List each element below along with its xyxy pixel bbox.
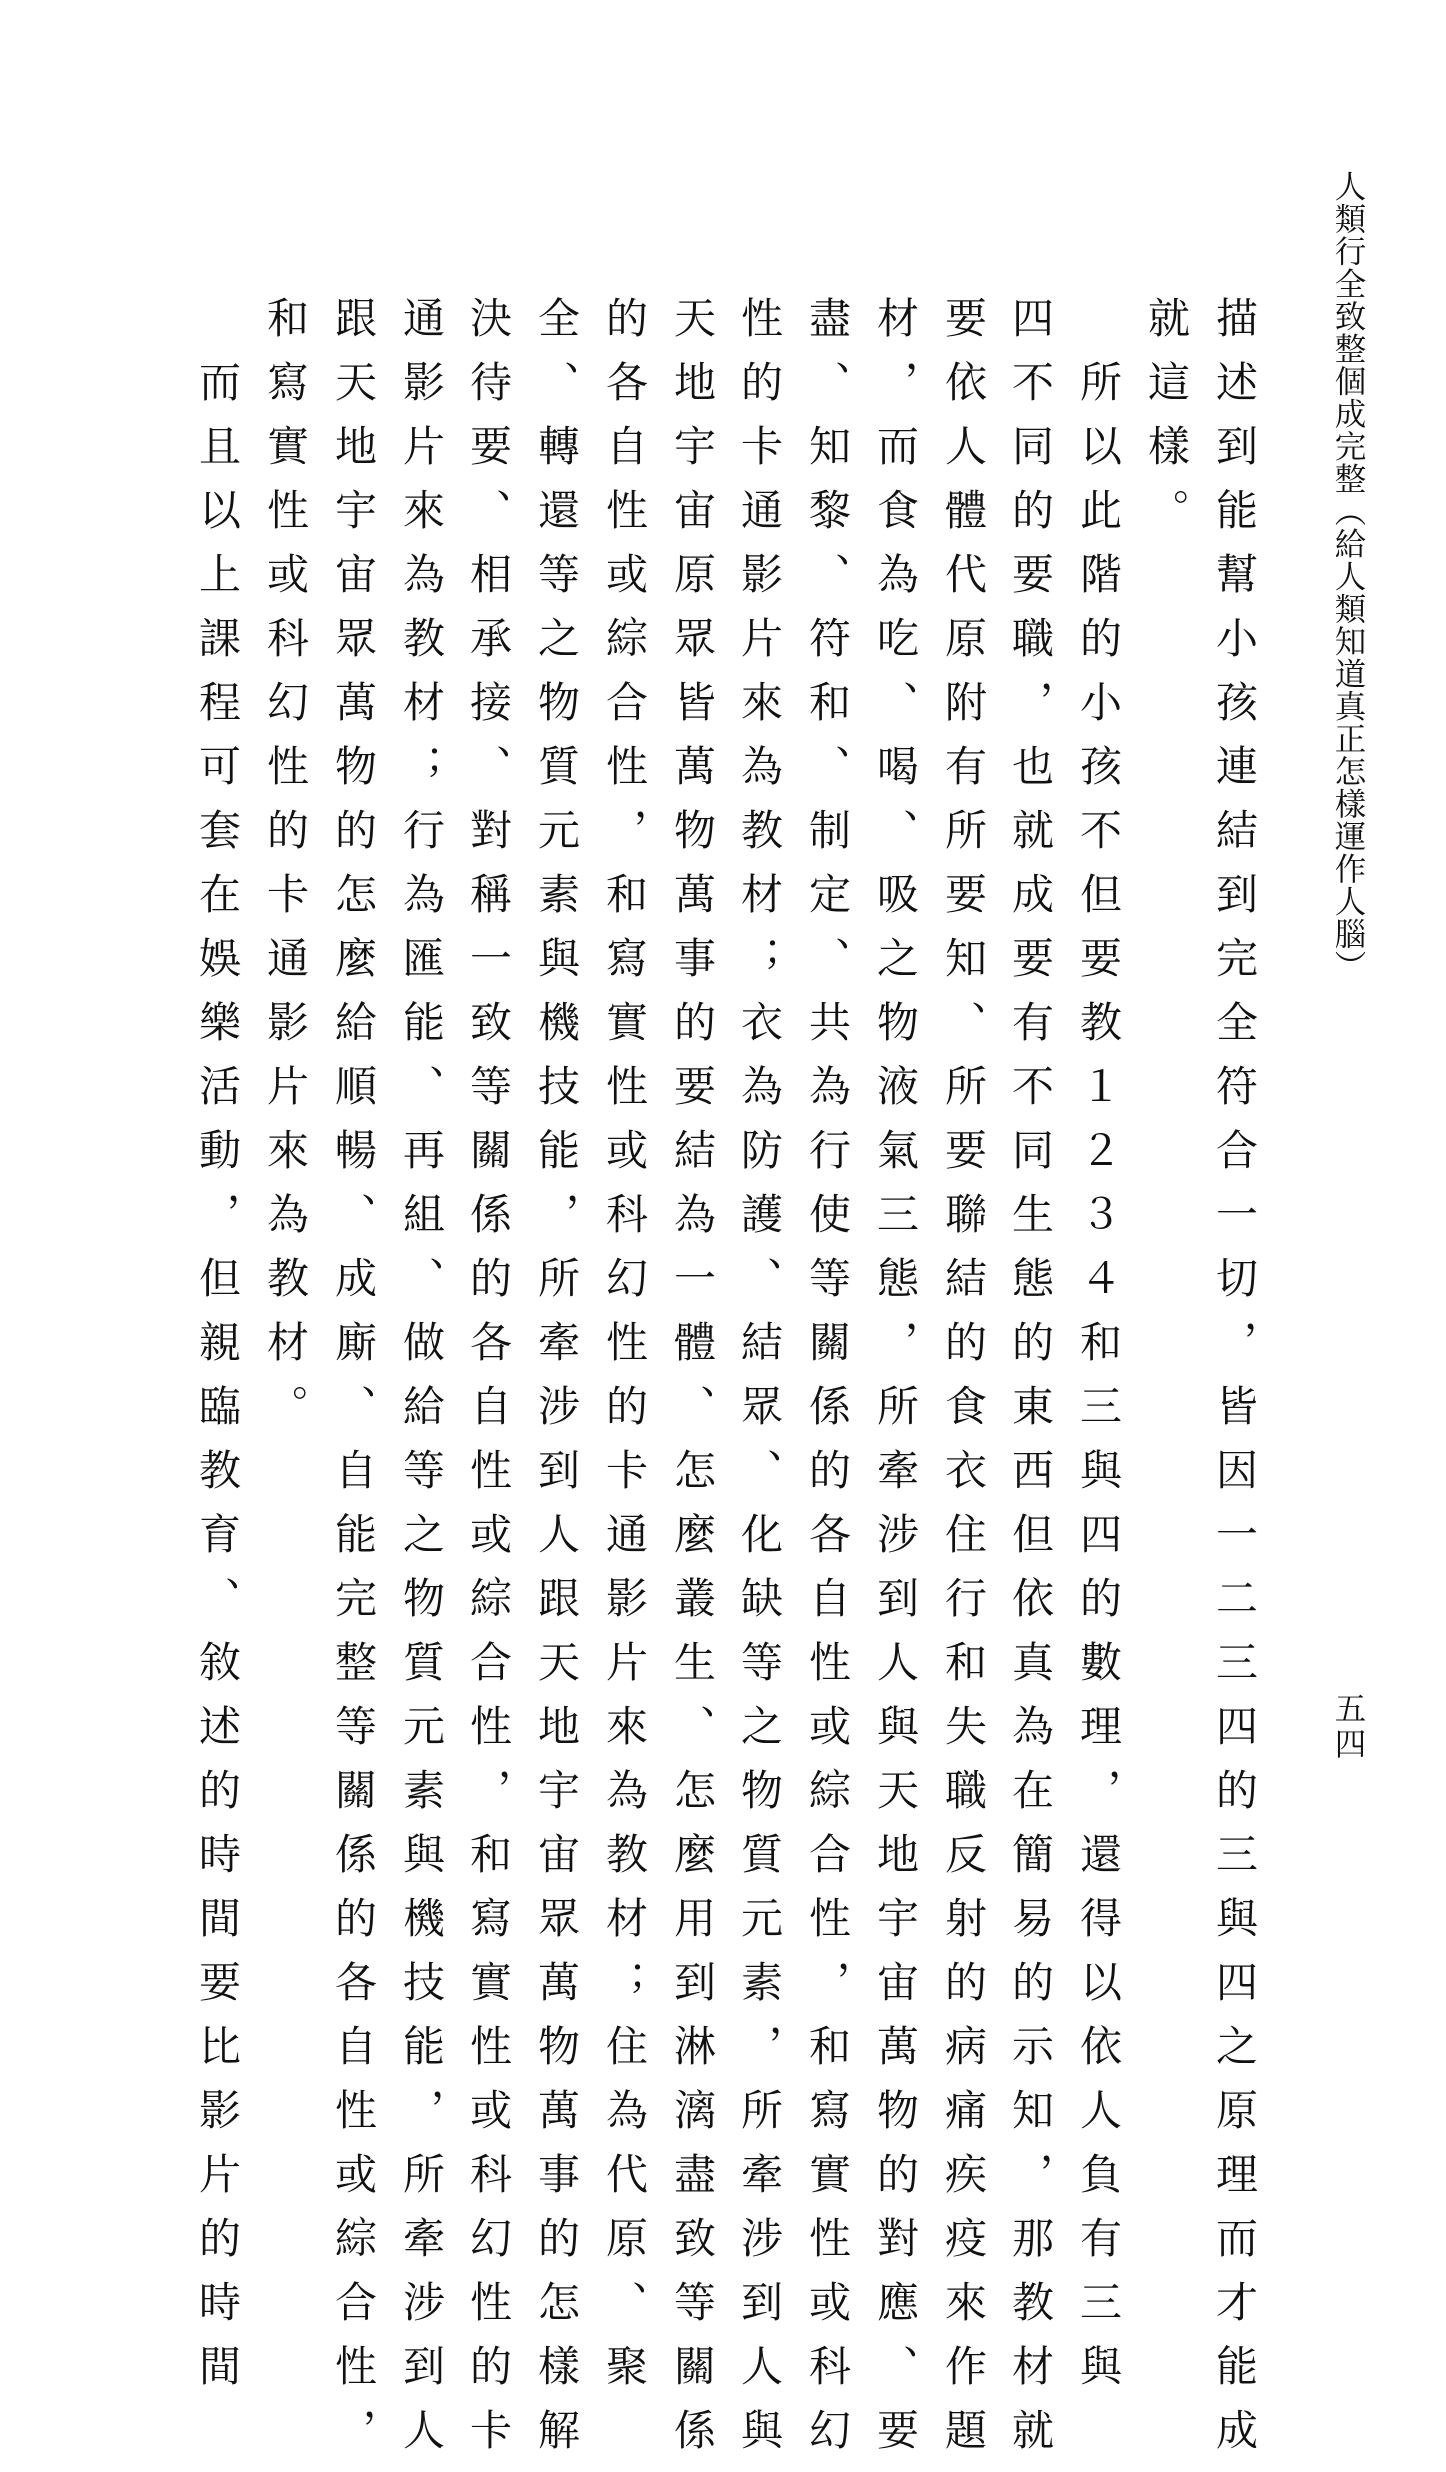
text-line: 全、轉還等之物質元素與機技能，所牽涉到人跟天地宇宙眾萬物萬事的怎樣解 — [532, 296, 581, 2472]
page-number: 五四 — [1330, 1692, 1366, 1763]
text-line: 的各自性或綜合性，和寫實性或科幻性的卡通影片來為教材；住為代原、聚 — [600, 296, 649, 2408]
text-line: 盡、知黎、符和、制定、共為行使等關係的各自性或綜合性，和寫實性或科幻 — [803, 296, 852, 2472]
text-line: 四不同的要職，也就成要有不同生態的東西但依真為在簡易的示知，那教材就 — [1006, 296, 1055, 2472]
text-line: 決待要、相承接、對稱一致等關係的各自性或綜合性，和寫實性或科幻性的卡 — [464, 296, 513, 2472]
text-line: 描述到能幫小孩連結到完全符合一切，皆因一二三四的三與四之原理而才能成 — [1210, 296, 1259, 2472]
text-line: 天地宇宙原眾皆萬物萬事的要結為一體、怎麼叢生、怎麼用到淋漓盡致等關係 — [668, 296, 717, 2472]
text-line: 就這樣。 — [1142, 296, 1191, 552]
text-line: 材，而食為吃、喝、吸之物液氣三態，所牽涉到人與天地宇宙萬物的對應、要 — [871, 296, 920, 2472]
text-line: 通影片來為教材；行為匯能、再組、做給等之物質元素與機技能，所牽涉到人 — [397, 296, 446, 2472]
text-line: 要依人體代原附有所要知、所要聯結的食衣住行和失職反射的病痛疾疫來作題 — [939, 296, 988, 2472]
text-line: 和寫實性或科幻性的卡通影片來為教材。 — [261, 296, 310, 1448]
running-title: 人類行全致整個成完整（給人類知道真正怎樣運作人腦） — [1330, 170, 1366, 983]
text-line: 性的卡通影片來為教材；衣為防護、結眾、化缺等之物質元素，所牽涉到人與 — [735, 296, 784, 2472]
text-line: 跟天地宇宙眾萬物的怎麼給順暢、成廝、自能完整等關係的各自性或綜合性， — [329, 296, 378, 2472]
text-line: 而且以上課程可套在娛樂活動，但親臨教育、敘述的時間要比影片的時間 — [193, 296, 242, 2408]
text-line: 所以此階的小孩不但要教１２３４和三與四的數理，還得以依人負有三與 — [1074, 296, 1123, 2408]
